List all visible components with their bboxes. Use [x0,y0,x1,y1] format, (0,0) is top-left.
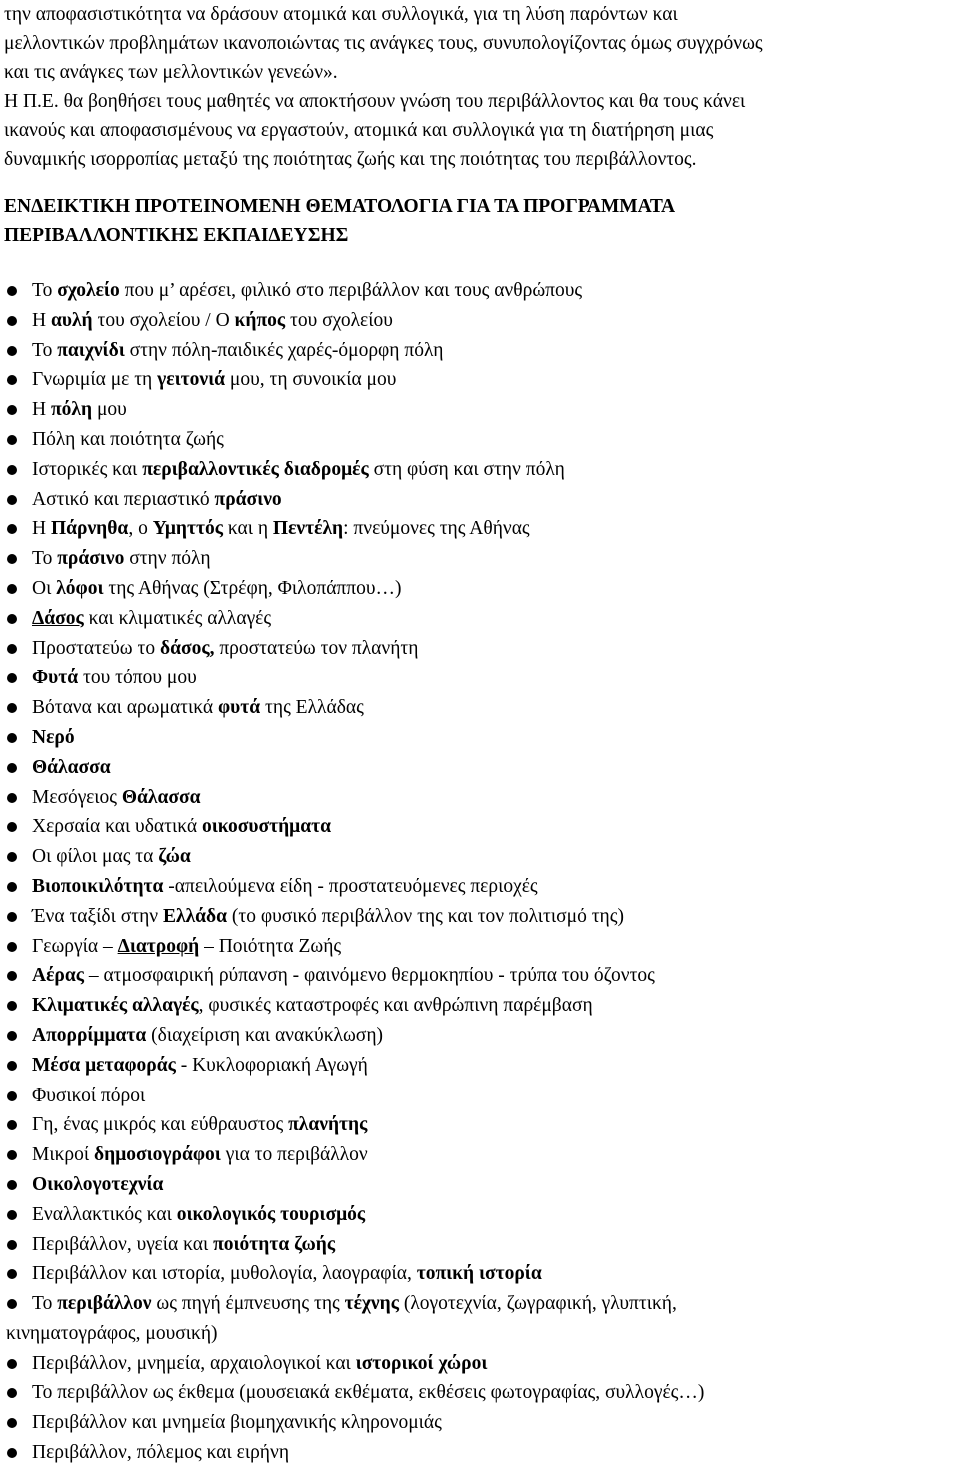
list-item-keyword: κήπος [234,309,286,331]
bullet-icon [7,316,17,326]
list-item-keyword: πράσινο [57,548,125,570]
list-item [4,902,956,932]
list-item-text: του σχολείου / Ο [92,309,235,331]
list-item-text: μου [92,399,127,421]
bullet-icon [7,1210,17,1220]
list-item [4,425,956,455]
list-item [4,1110,956,1140]
intro-line: μελλοντικών προβλημάτων ικανοποιώντας τις ανάγκες τους, συνυπολογίζοντας όμως συγχρόνως [4,33,763,54]
list-item [4,932,956,962]
bullet-icon [7,1120,17,1130]
list-item-text: και η [222,518,273,540]
list-item-text: (διαχείριση και ανακύκλωση) [146,1024,384,1046]
bullet-icon [7,524,17,534]
list-item [4,514,956,544]
bullet-icon [7,644,17,654]
list-item-text: Περιβάλλον και ιστορία, μυθολογία, λαογραφία, [32,1263,417,1285]
intro-line: και τις ανάγκες των μελλοντικών γενεών». [4,62,338,83]
list-item [4,1230,956,1260]
list-item-text: Οι φίλοι μας τα [32,846,159,868]
list-item-text: του σχολείου [285,309,393,331]
list-item [4,544,956,574]
list-item [4,663,956,693]
list-item-text: στην πόλη-παιδικές χαρές-όμορφη πόλη [124,339,444,361]
list-item-keyword: δημοσιογράφοι [94,1144,221,1166]
list-item-keyword: Μέσα μεταφοράς [32,1054,176,1076]
list-item-text: στη φύση και στην πόλη [368,458,565,480]
heading-line: ΕΝΔΕΙΚΤΙΚΗ ΠΡΟΤΕΙΝΟΜΕΝΗ ΘΕΜΑΤΟΛΟΓΙΑ ΓΙΑ ΤΑ ΠΡΟΓΡΑΜΜΑΤΑ [4,196,676,217]
list-item [4,365,956,395]
list-item-keyword: Θάλασσα [121,786,201,808]
list-item [4,961,956,991]
bullet-icon [7,703,17,713]
list-item-text: Η [32,518,51,540]
bullet-icon [7,1388,17,1398]
list-item-text: Εναλλακτικός και [32,1203,177,1225]
bullet-icon [7,882,17,892]
list-item-text: Φυσικοί πόροι [32,1084,146,1106]
list-item-text: Χερσαία και υδατικά [32,816,202,838]
bullet-icon [7,435,17,445]
list-item [4,1259,956,1289]
list-item-text: για το περιβάλλον [220,1144,368,1166]
list-item-text: Το περιβάλλον ως έκθεμα (μουσειακά εκθέματα, εκθέσεις φωτογραφίας, συλλογές…) [32,1382,705,1404]
bullet-icon [7,912,17,922]
list-item-text: Γη, ένας μικρός και εύθραυστος [32,1114,289,1136]
list-item-keyword: πόλη [50,399,93,421]
list-item-keyword: Ελλάδα [162,905,228,927]
bullet-icon [7,405,17,415]
list-item-keyword: πράσινο [214,488,282,510]
list-item [4,1021,956,1051]
bullet-icon [7,346,17,356]
list-item-text: Αστικό και περιαστικό [32,488,215,510]
list-item-text: μου, τη συνοικία μου [225,369,397,391]
list-item-text: Οι [32,577,57,599]
bullet-icon [7,1299,17,1309]
bullet-icon [7,1240,17,1250]
bullet-icon [7,971,17,981]
list-item-keyword: λόφοι [56,577,104,599]
bullet-icon [7,286,17,296]
bullet-icon [7,1269,17,1279]
list-item-text: -απειλούμενα είδη - προστατευόμενες περιοχές [163,875,538,897]
bullet-icon [7,1001,17,1011]
list-item-keyword: ιστορικοί χώροι [355,1352,488,1374]
list-item-keyword: Δάσος [32,607,84,629]
bullet-icon [7,763,17,773]
list-item-text: – ατμοσφαιρική ρύπανση - φαινόμενο θερμοκηπίου - τρύπα του όζοντος [83,965,655,987]
list-item-text: Το [32,280,58,301]
intro-line: Η Π.Ε. θα βοηθήσει τους μαθητές να αποκτήσουν γνώση του περιβάλλοντος και θα τους κάνει [4,91,746,112]
list-item [4,1200,956,1230]
list-item-text: ως πηγή έμπνευσης της [151,1293,345,1315]
list-item-text: (λογοτεχνία, ζωγραφική, γλυπτική, [398,1293,677,1315]
list-item-text: Μεσόγειος [32,786,122,808]
bullet-icon [7,1359,17,1369]
bullet-icon [7,1061,17,1071]
list-item-keyword: Πάρνηθα [50,518,129,540]
list-item-text: Πόλη και ποιότητα ζωής [32,428,224,450]
list-item [4,991,956,1021]
list-item [4,276,956,306]
list-item-keyword: δάσος, [159,637,215,659]
list-item-text: Η [32,309,51,331]
list-item [4,872,956,902]
topic-list [4,276,956,1468]
heading-line: ΠΕΡΙΒΑΛΛΟΝΤΙΚΗΣ ΕΚΠΑΙΔΕΥΣΗΣ [4,225,349,246]
list-item-text: , φυσικές καταστροφές και ανθρώπινη παρέμβαση [198,995,593,1017]
list-item-text: της Αθήνας (Στρέφη, Φιλοπάππου…) [103,577,402,599]
list-item-keyword: Φυτά [32,667,79,689]
list-item-text: – Ποιότητα Ζωής [199,935,342,957]
list-item-keyword: γειτονιά [157,369,226,391]
list-item-text: , ο [128,518,153,540]
list-item-text: Το [32,1293,58,1315]
bullet-icon [7,1180,17,1190]
list-item-text: Περιβάλλον, υγεία και [32,1233,214,1255]
list-item-text: Περιβάλλον, μνημεία, αρχαιολογικοί και [32,1352,356,1374]
list-item-keyword: τοπική ιστορία [416,1263,542,1285]
intro-line: ικανούς και αποφασισμένους να εργαστούν, ατομικά και συλλογικά για τη διατήρηση μιας [4,120,714,141]
list-item-keyword: αυλή [50,309,93,331]
list-item [4,485,956,515]
intro-line: δυναμικής ισορροπίας μεταξύ της ποιότητας ζωής και της ποιότητας του περιβάλλοντος. [4,149,697,170]
list-item-text: κινηματογράφος, μουσική) [6,1322,218,1344]
list-item-text: : πνεύμονες της Αθήνας [343,518,530,540]
list-item-keyword: Αέρας [32,965,84,987]
list-item [4,753,956,783]
list-item-text: Μικροί [32,1144,95,1166]
bullet-icon [7,614,17,624]
list-item-keyword: Απορρίμματα [32,1024,147,1046]
bullet-icon [7,793,17,803]
bullet-icon [7,1091,17,1101]
list-item-keyword: Κλιματικές αλλαγές [32,995,199,1017]
bullet-icon [7,733,17,743]
list-item-keyword: φυτά [218,697,261,719]
bullet-icon [7,1031,17,1041]
list-item-keyword: Πεντέλη [272,518,344,540]
list-item [4,1408,956,1438]
list-item-text: Γεωργία – [32,935,118,957]
bullet-icon [7,495,17,505]
list-item-text: Γνωριμία με τη [32,369,158,391]
list-item [4,574,956,604]
list-item-text: Ένα ταξίδι στην [32,905,163,927]
list-item-keyword: τέχνης [344,1293,399,1315]
bullet-icon [7,584,17,594]
list-item [4,1349,956,1379]
bullet-icon [7,1150,17,1160]
list-item-keyword: Θάλασσα [32,756,111,778]
list-item [4,1438,956,1468]
list-item-text: της Ελλάδας [260,697,364,719]
list-item [4,723,956,753]
list-item-keyword: ζώα [158,846,191,868]
list-item [4,306,956,336]
list-item [4,1289,956,1349]
list-item [4,336,956,366]
list-item-keyword: Νερό [32,726,75,748]
list-item-keyword: περιβάλλον [57,1293,152,1315]
list-item-keyword: ποιότητα ζωής [213,1233,336,1255]
list-item-text: και κλιματικές αλλαγές [83,607,272,629]
bullet-icon [7,554,17,564]
list-item [4,455,956,485]
list-item-text: - Κυκλοφοριακή Αγωγή [175,1054,368,1076]
list-item-keyword: περιβαλλοντικές διαδρομές [142,458,369,480]
list-item-text: Ιστορικές και [32,458,143,480]
list-item [4,693,956,723]
bullet-icon [7,465,17,475]
list-item-text: Περιβάλλον, πόλεμος και ειρήνη [32,1442,290,1464]
list-item-keyword: οικοσυστήματα [201,816,331,838]
bullet-icon [7,942,17,952]
list-item [4,1378,956,1408]
list-item-text: Το [32,548,58,570]
section-heading [4,192,956,250]
list-item-keyword: πλανήτης [288,1114,368,1136]
list-item [4,812,956,842]
list-item-keyword: παιχνίδι [57,339,125,361]
list-item-keyword: Οικολογοτεχνία [32,1173,164,1195]
list-item-text: Περιβάλλον και μνημεία βιομηχανικής κληρονομιάς [32,1412,442,1434]
bullet-icon [7,375,17,385]
list-item-keyword: οικολογικός τουρισμός [176,1203,366,1225]
bullet-icon [7,852,17,862]
bullet-icon [7,1418,17,1428]
list-item [4,1140,956,1170]
list-item [4,1051,956,1081]
list-item-keyword: Βιοποικιλότητα [32,875,164,897]
list-item-keyword: Διατροφή [117,935,200,957]
list-item-text: προστατεύω τον πλανήτη [214,637,419,659]
list-item-text: Η [32,399,51,421]
list-item-text: Προστατεύω το [32,637,160,659]
list-item [4,783,956,813]
bullet-icon [7,1448,17,1458]
list-item-text: (το φυσικό περιβάλλον της και τον πολιτισμό της) [227,905,624,927]
list-item [4,1081,956,1111]
list-item-text: Βότανα και αρωματικά [32,697,218,719]
list-item [4,1170,956,1200]
list-item-keyword: Υμηττός [152,518,223,540]
list-item [4,634,956,664]
bullet-icon [7,822,17,832]
list-item-text: στην πόλη [124,548,211,570]
bullet-icon [7,673,17,683]
list-item [4,604,956,634]
list-item-text: που μ’ αρέσει, φιλικό στο περιβάλλον και τους ανθρώπους [119,280,583,301]
list-item-text: του τόπου μου [78,667,197,689]
intro-line: την αποφασιστικότητα να δράσουν ατομικά και συλλογικά, για τη λύση παρόντων και [4,4,678,25]
intro-paragraph [4,0,956,174]
list-item [4,395,956,425]
list-item-text: Το [32,339,58,361]
list-item-keyword: σχολείο [57,280,120,301]
list-item [4,842,956,872]
